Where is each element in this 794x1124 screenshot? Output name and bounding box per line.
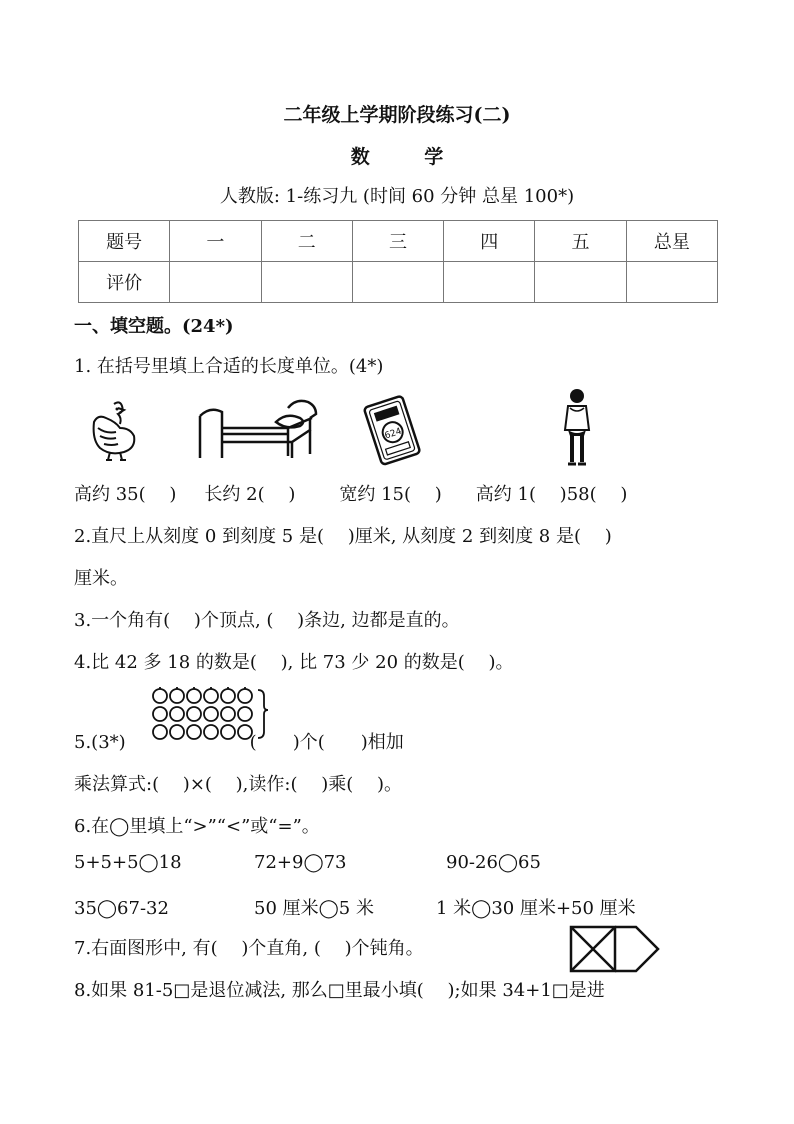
score-cell: 总星: [626, 221, 717, 262]
compare-item[interactable]: 35◯67-32: [74, 898, 169, 919]
question-6-row-1: [74, 852, 541, 873]
compare-item[interactable]: 1 米◯30 厘米+50 厘米: [436, 898, 636, 919]
question-5-label: 5.(3*): [74, 732, 126, 753]
answer-calculator[interactable]: 宽约 15( ): [339, 484, 442, 505]
score-eval-row: [79, 262, 718, 303]
score-input-cell[interactable]: [626, 262, 717, 303]
question-6-row-2: [74, 894, 636, 920]
hen-icon: [84, 398, 144, 464]
score-input-cell[interactable]: [535, 262, 626, 303]
score-input-cell[interactable]: [444, 262, 535, 303]
question-5-blank[interactable]: ( )个( )相加: [249, 732, 404, 753]
shape-figure-icon: [568, 924, 662, 974]
question-5: [74, 728, 404, 754]
compare-item[interactable]: 72+9◯73: [254, 852, 347, 873]
answer-bed[interactable]: 长约 2( ): [204, 484, 296, 505]
score-cell: 题号: [79, 221, 170, 262]
score-cell: 二: [261, 221, 352, 262]
compare-item[interactable]: 90-26◯65: [446, 852, 541, 873]
boy-icon: [560, 386, 594, 468]
page-title: 二年级上学期阶段练习(二): [283, 104, 511, 126]
calculator-icon: [360, 394, 426, 466]
question-2-continued: 厘米。: [74, 568, 128, 589]
answer-boy[interactable]: 高约 1( )58( ): [475, 484, 628, 505]
question-1: 1. 在括号里填上合适的长度单位。(4*): [74, 356, 384, 377]
compare-item[interactable]: 50 厘米◯5 米: [254, 898, 374, 919]
score-input-cell[interactable]: [352, 262, 443, 303]
compare-item[interactable]: 5+5+5◯18: [74, 852, 182, 873]
score-input-cell[interactable]: [261, 262, 352, 303]
bed-icon: [196, 398, 320, 460]
score-cell: 三: [352, 221, 443, 262]
answer-hen[interactable]: 高约 35( ): [74, 484, 177, 505]
score-table: [78, 220, 718, 303]
exam-info: 人教版: 1-练习九 (时间 60 分钟 总星 100*): [219, 186, 575, 207]
score-cell: 评价: [79, 262, 170, 303]
score-input-cell[interactable]: [170, 262, 261, 303]
question-5-multiplication: 乘法算式:( )×( ),读作:( )乘( )。: [74, 774, 402, 795]
question-3: 3.一个角有( )个顶点, ( )条边, 边都是直的。: [74, 610, 460, 631]
question-8: 8.如果 81-5□是退位减法, 那么□里最小填( );如果 34+1□是进: [74, 980, 605, 1001]
score-cell: 五: [535, 221, 626, 262]
subject-title: 数 学: [350, 146, 468, 168]
question-4: 4.比 42 多 18 的数是( ), 比 73 少 20 的数是( )。: [74, 652, 514, 673]
svg-text:624: 624: [383, 426, 404, 442]
score-header-row: [79, 221, 718, 262]
score-cell: 四: [444, 221, 535, 262]
question-1-answers: [74, 480, 627, 506]
section-heading: 一、填空题。(24*): [74, 316, 234, 337]
score-cell: 一: [170, 221, 261, 262]
question-2: 2.直尺上从刻度 0 到刻度 5 是( )厘米, 从刻度 2 到刻度 8 是( ): [74, 526, 612, 547]
question-7: 7.右面图形中, 有( )个直角, ( )个钝角。: [74, 938, 424, 959]
question-6: 6.在◯里填上“>”“<”或“=”。: [74, 816, 320, 837]
